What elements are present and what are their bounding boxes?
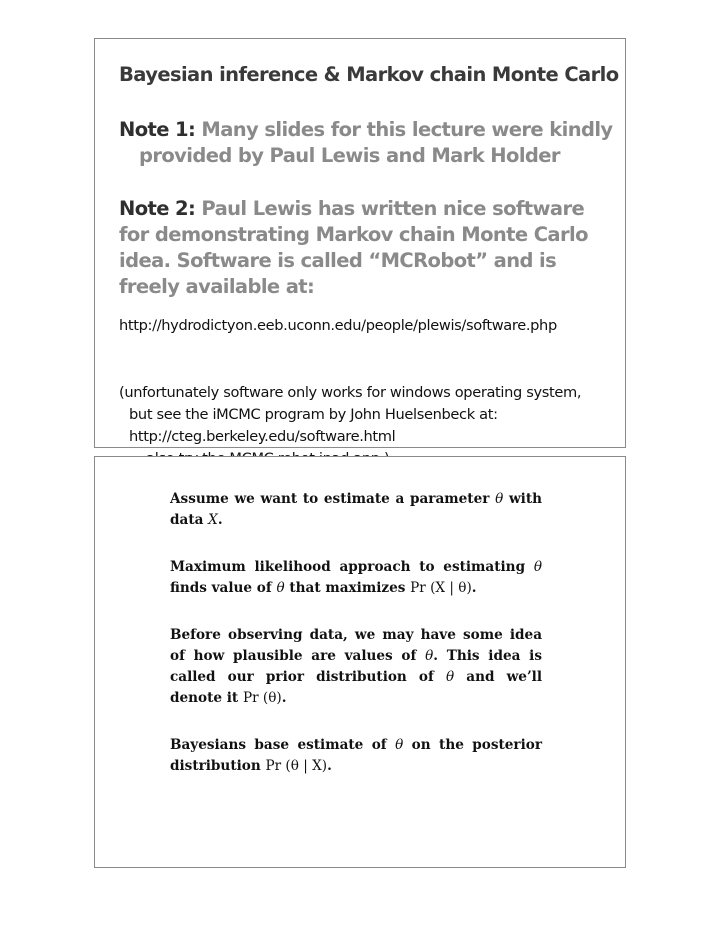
p1-text-c: . xyxy=(217,512,223,528)
theta-symbol: θ xyxy=(533,559,542,575)
note-2-label: Note 2: xyxy=(119,197,196,220)
prior-expression: Pr (θ) xyxy=(242,690,282,706)
p1-text-a: Assume we want to estimate a parameter xyxy=(170,491,496,507)
theta-symbol: θ xyxy=(425,648,434,664)
note-2-line-2: for demonstrating Markov chain Monte Carlo xyxy=(119,223,588,246)
paragraph-2 xyxy=(170,557,542,599)
note-1-line-1: Many slides for this lecture were kindly xyxy=(195,118,613,141)
note-1-line-2: provided by Paul Lewis and Mark Holder xyxy=(139,144,560,167)
software-note-line-3: http://cteg.berkeley.edu/software.html xyxy=(129,428,396,445)
slide-1 xyxy=(94,38,626,448)
p3-text-b: . This idea is called our prior distribution of xyxy=(170,648,542,685)
note-1-label: Note 1: xyxy=(119,118,196,141)
note-2-line-3: idea. Software is called “MCRobot” and is xyxy=(119,249,557,272)
note-1 xyxy=(119,117,613,169)
software-note-line-1: (unfortunately software only works for windows operating system, xyxy=(119,384,582,401)
theta-symbol: θ xyxy=(445,669,455,685)
paragraph-1 xyxy=(170,489,542,531)
theta-symbol: θ xyxy=(276,580,285,596)
paragraph-3 xyxy=(170,625,542,709)
p3-text-d: . xyxy=(281,690,287,706)
p2-text-d: . xyxy=(471,580,477,596)
slide-2-body xyxy=(170,489,542,803)
theta-symbol: θ xyxy=(395,737,404,753)
p4-text-b: on the posterior distribution xyxy=(170,737,542,774)
note-2-line-1: Paul Lewis has written nice software xyxy=(195,197,585,220)
slide-2 xyxy=(94,456,626,868)
slide-title: Bayesian inference & Markov chain Monte Carlo xyxy=(119,63,619,86)
paragraph-4 xyxy=(170,735,542,777)
x-symbol: X xyxy=(208,512,218,528)
p2-text-c: that maximizes xyxy=(284,580,411,596)
p3-text-c: and we’ll denote it xyxy=(170,669,543,706)
p2-text-a: Maximum likelihood approach to estimating xyxy=(170,559,534,575)
p1-text-b: with data xyxy=(170,491,542,528)
note-2 xyxy=(119,196,588,300)
software-note-line-2: but see the iMCMC program by John Huelsenbeck at: xyxy=(129,406,498,423)
p4-text-a: Bayesians base estimate of xyxy=(170,737,396,753)
posterior-expression: Pr (θ | X) xyxy=(265,758,328,774)
p2-text-b: finds value of xyxy=(170,580,277,596)
likelihood-expression: Pr (X | θ) xyxy=(410,580,472,596)
software-url: http://hydrodictyon.eeb.uconn.edu/people/plewis/software.php xyxy=(119,317,557,334)
p4-text-c: . xyxy=(327,758,332,774)
p3-text-a: Before observing data, we may have some idea of how plausible are values of xyxy=(170,627,542,664)
theta-symbol: θ xyxy=(495,491,504,507)
note-2-line-4: freely available at: xyxy=(119,275,315,298)
